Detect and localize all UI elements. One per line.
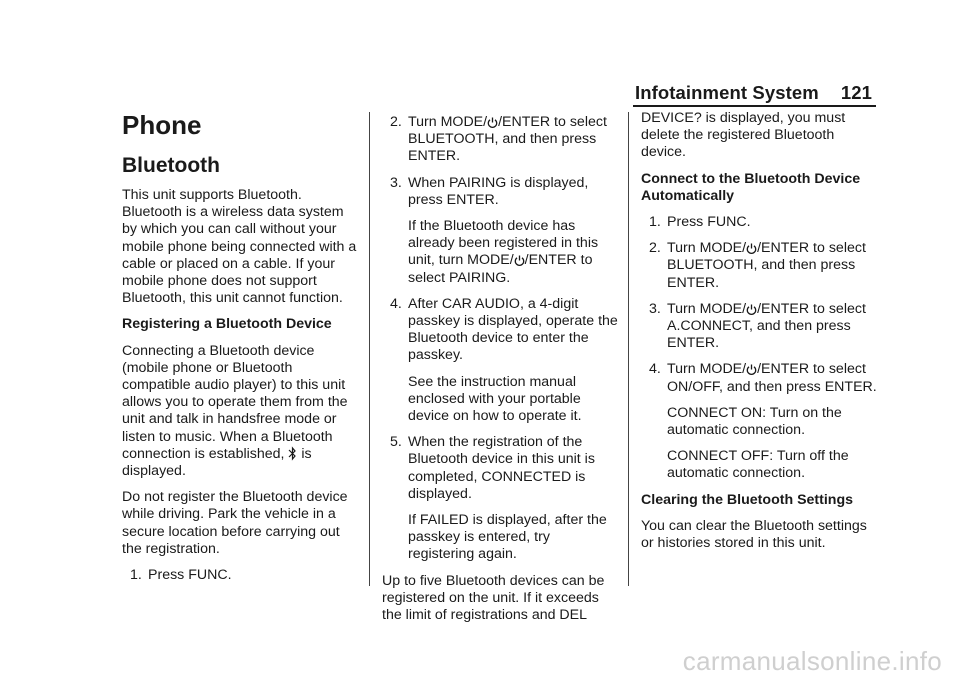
header-rule bbox=[633, 105, 876, 107]
column-divider bbox=[628, 112, 629, 586]
bluetooth-icon bbox=[288, 446, 297, 461]
clear-settings-paragraph: You can clear the Bluetooth settings or histories stored in this unit. bbox=[641, 517, 867, 552]
list-item: 2. Turn MODE/ /ENTER to select BLUETOOTH, and then press ENTER. bbox=[649, 240, 866, 291]
page-title: Phone bbox=[122, 110, 202, 140]
list-item: 3. When PAIRING is displayed, press ENTER. If the Bluetooth device has already been registered in this unit, turn MODE/ /ENTER to select PAIRING. bbox=[382, 175, 620, 287]
intro-paragraph: This unit supports Bluetooth. Bluetooth is a wireless data system by which you can call without your mobile phone being connected with a cable or placed on a cable. If your mobile phone does not support Bluetooth, this unit cannot function. bbox=[122, 187, 357, 307]
register-steps bbox=[122, 567, 362, 584]
list-item: 2. Turn MODE/ /ENTER to select BLUETOOTH, and then press ENTER. bbox=[390, 114, 607, 165]
step-note: If the Bluetooth device has already been registered in this unit, turn MODE/ /ENTER to select PAIRING. bbox=[408, 218, 599, 286]
connect-paragraph: Connecting a Bluetooth device (mobile phone or Bluetooth compatible audio player) to this unit allows you to operate them from the unit and talk in handsfree mode or listen to music. When a Bluetooth connection is established, is displayed. bbox=[122, 342, 348, 480]
column-2 bbox=[382, 114, 620, 624]
warning-paragraph: Do not register the Bluetooth device while driving. Park the vehicle in a secure location before carrying out the registration. bbox=[122, 489, 348, 557]
step-note: See the instruction manual enclosed with your portable device on how to operate it. bbox=[408, 373, 582, 425]
auto-connect-heading: Connect to the Bluetooth Device Automatically bbox=[641, 170, 861, 204]
step-note: CONNECT OFF: Turn off the automatic connection. bbox=[667, 448, 849, 482]
list-item: 1. Press FUNC. bbox=[130, 567, 232, 584]
auto-connect-steps bbox=[641, 214, 879, 483]
list-item: 4. Turn MODE/ /ENTER to select ON/OFF, and then press ENTER. CONNECT ON: Turn on the automatic connection. CONNECT OFF: Turn off the automatic connection. bbox=[641, 361, 879, 482]
continued-paragraph: DEVICE? is displayed, you must delete the registered Bluetooth device. bbox=[641, 110, 846, 161]
power-icon bbox=[746, 364, 757, 376]
power-icon bbox=[514, 255, 525, 267]
register-heading: Registering a Bluetooth Device bbox=[122, 316, 332, 333]
power-icon bbox=[746, 304, 757, 316]
register-steps-continued bbox=[382, 114, 620, 564]
column-divider bbox=[369, 112, 370, 586]
section-heading: Bluetooth bbox=[122, 154, 220, 177]
power-icon bbox=[487, 117, 498, 129]
page-header bbox=[635, 82, 872, 104]
step-note: If FAILED is displayed, after the passkey is entered, try registering again. bbox=[408, 512, 607, 563]
column-1 bbox=[122, 110, 362, 584]
clear-settings-heading: Clearing the Bluetooth Settings bbox=[641, 491, 854, 508]
list-item: 1. Press FUNC. bbox=[649, 214, 751, 231]
column-3 bbox=[641, 110, 879, 552]
power-icon bbox=[746, 243, 757, 255]
list-item: 5. When the registration of the Bluetooth device in this unit is completed, CONNECTED is displayed. If FAILED is displayed, after the passkey is entered, try registering again. bbox=[382, 434, 620, 563]
watermark: carmanualsonline.info bbox=[682, 646, 942, 676]
section-title: Infotainment System bbox=[634, 82, 819, 103]
step-note: CONNECT ON: Turn on the automatic connection. bbox=[667, 404, 842, 439]
page-number: 121 bbox=[840, 82, 872, 103]
list-item: 4. After CAR AUDIO, a 4-digit passkey is displayed, operate the Bluetooth device to enter the passkey. See the instruction manual enclosed with your portable device on how to operate it. bbox=[382, 296, 620, 425]
list-item: 3. Turn MODE/ /ENTER to select A.CONNECT, and then press ENTER. bbox=[649, 300, 866, 352]
limit-paragraph: Up to five Bluetooth devices can be registered on the unit. If it exceeds the limit of registrations and DEL bbox=[382, 572, 605, 624]
